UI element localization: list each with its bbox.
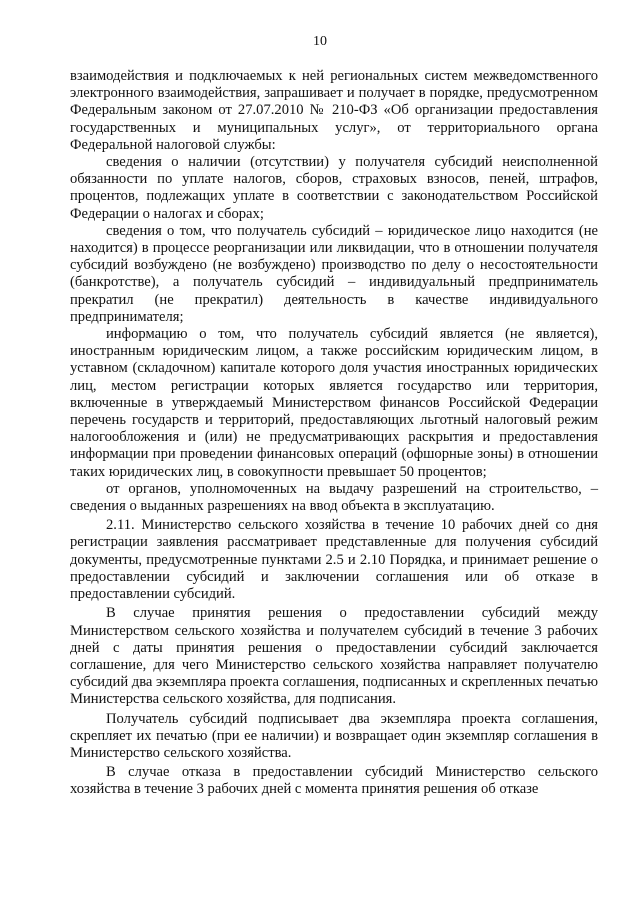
paragraph-continuation: взаимодействия и подключаемых к ней региональных систем межведомственного электронного взаимодействия, запрашивает и получает в порядке, предусмотренном Федеральным законом от 27.07.2010 № 210-ФЗ «Об организации предоставления государственных и муниципальных услуг», от территориального органа Федеральной налоговой службы: [70, 68, 598, 153]
page-number: 10 [313, 34, 327, 49]
paragraph-reorganization-info: сведения о том, что получатель субсидий – юридическое лицо находится (не находится) в процессе реорганизации или ликвидации, что в отношении получателя субсидий возбуждено (не возбуждено) производство по делу о несостоятельности (банкротстве), а получатель субсидий – индивидуальный предприниматель прекратил (не прекратил) деятельность в качестве индивидуального предпринимателя; [70, 222, 598, 325]
paragraph-2-11: 2.11. Министерство сельского хозяйства в течение 10 рабочих дней со дня регистрации заявления рассматривает представленные для получения субсидий документы, предусмотренные пунктами 2.5 и 2.10 Порядка, и принимает решение о предоставлении субсидий и заключении соглашения или об отказе в предоставлении субсидий. [70, 517, 598, 603]
paragraph-foreign-entity-info: информацию о том, что получатель субсидий является (не является), иностранным юридическим лицом, а также российским юридическим лицом, в уставном (складочном) капитале которого доля участия иностранных юридических лиц, местом регистрации которых является государство или территория, включенные в утверждаемый Министерством финансов Российской Федерации перечень государств и территорий, предоставляющих льготный налоговый режим налогообложения и (или) не предусматривающих раскрытия и предоставления информации при проведении финансовых операций (офшорные зоны) в отношении таких юридических лиц, в совокупности превышает 50 процентов; [70, 326, 598, 480]
paragraph-agreement-signing: Получатель субсидий подписывает два экземпляра проекта соглашения, скрепляет их печатью (при ее наличии) и возвращает один экземпляр соглашения в Министерство сельского хозяйства. [70, 710, 598, 761]
paragraph-construction-permits: от органов, уполномоченных на выдачу разрешений на строительство, – сведения о выданных разрешениях на ввод объекта в эксплуатацию. [70, 480, 598, 515]
paragraph-tax-debt-info: сведения о наличии (отсутствии) у получателя субсидий неисполненной обязанности по уплате налогов, сборов, страховых взносов, пеней, штрафов, процентов, подлежащих уплате в соответствии с законодательством Российской Федерации о налогах и сборах; [70, 154, 598, 222]
document-body [70, 68, 598, 799]
paragraph-refusal: В случае отказа в предоставлении субсидий Министерство сельского хозяйства в течение 3 рабочих дней с момента принятия решения об отказе [70, 764, 598, 798]
paragraph-agreement-conclusion: В случае принятия решения о предоставлении субсидий между Министерством сельского хозяйства и получателем субсидий в течение 3 рабочих дней с даты принятия решения о предоставлении субсидий заключается соглашение, для чего Министерство сельского хозяйства направляет получателю субсидий два экземпляра проекта соглашения, подписанных и скрепленных печатью Министерства сельского хозяйства, для подписания. [70, 605, 598, 708]
